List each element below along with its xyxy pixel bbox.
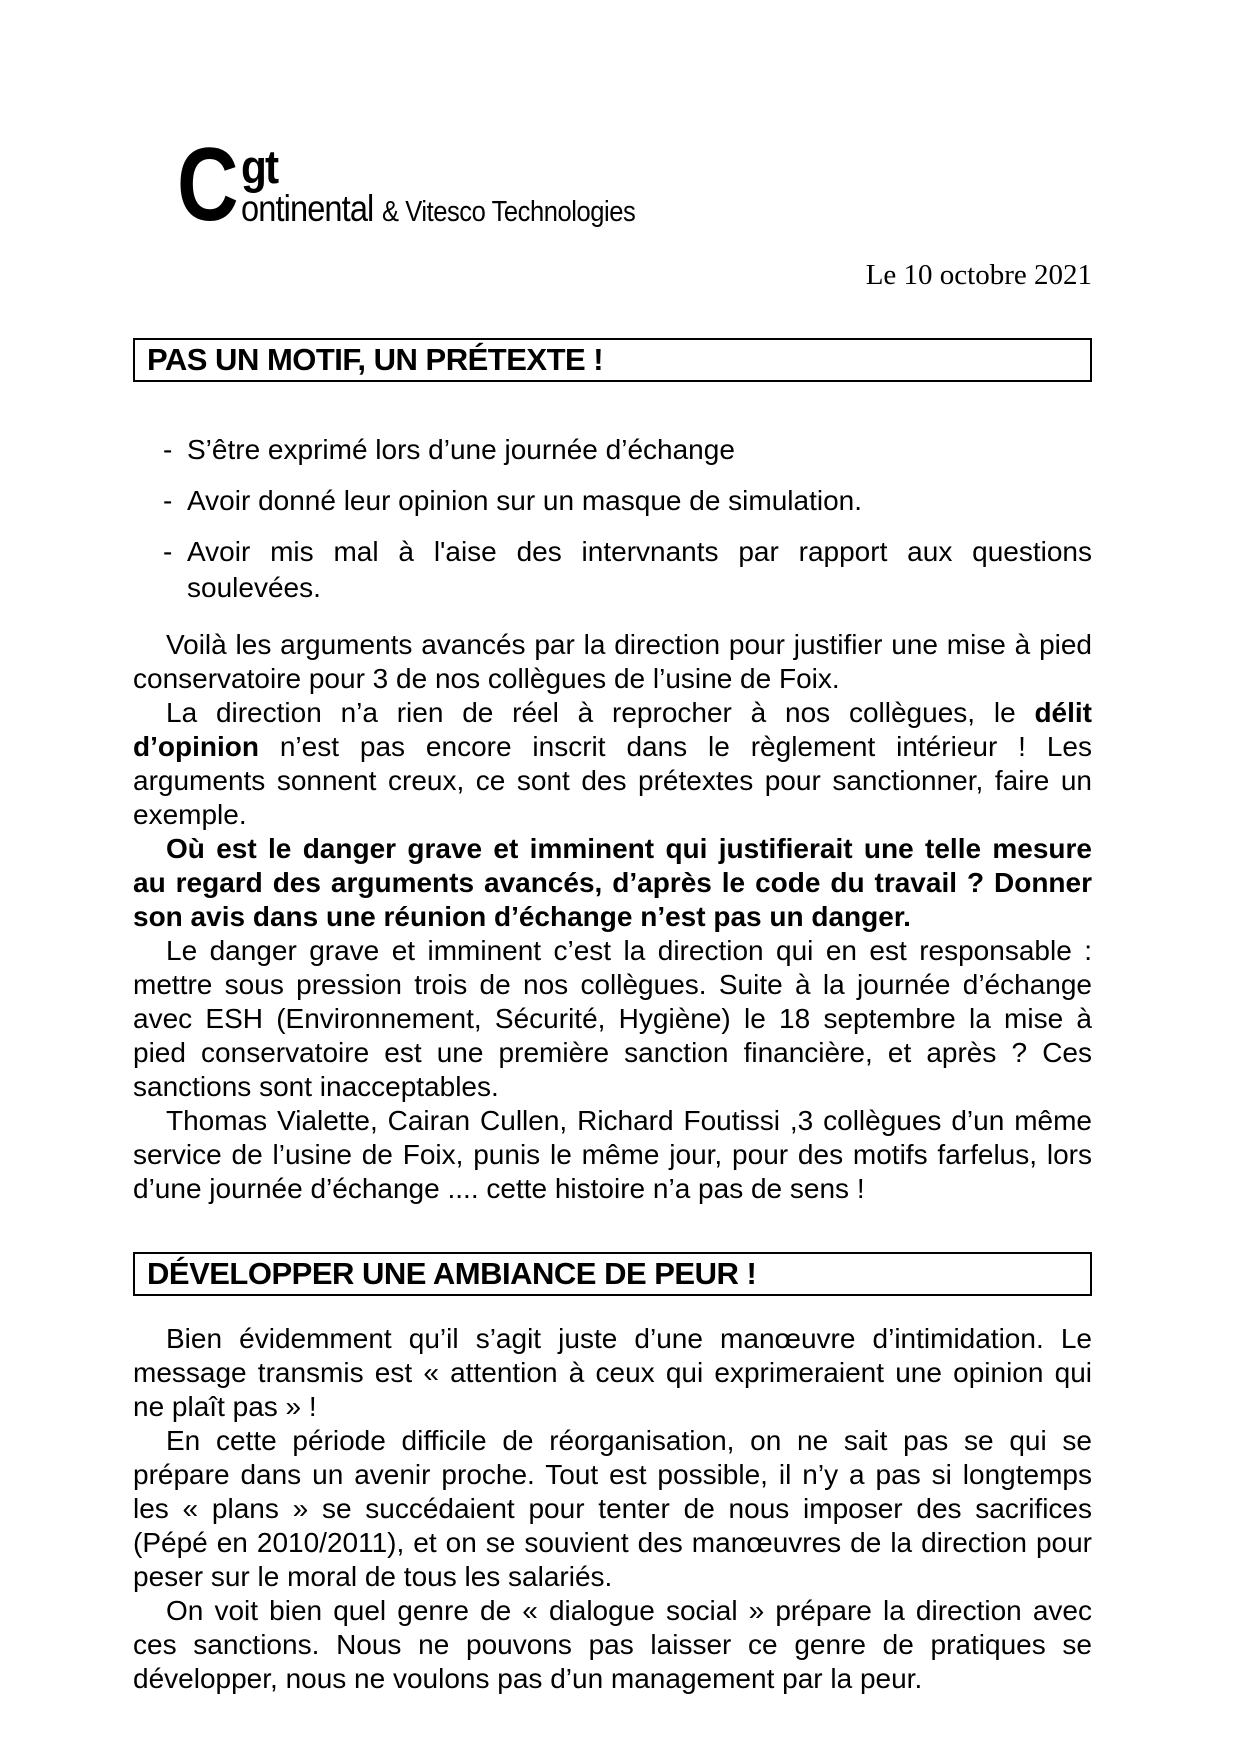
section-pas-un-motif <box>133 338 1092 1206</box>
bullet-list <box>133 432 1092 606</box>
bullet-text: Avoir donné leur opinion sur un masque de simulation. <box>187 484 863 516</box>
section-ambiance-de-peur <box>133 1252 1092 1696</box>
bullet-item <box>133 432 1092 468</box>
document-date: Le 10 octobre 2021 <box>865 259 1092 291</box>
logo-bottom-line <box>241 188 635 230</box>
bullet-text: Avoir mis mal à l'aise des intervnants par rapport aux questions soulevées. <box>187 535 1092 603</box>
bullet-dash: - <box>163 433 173 465</box>
section-1-paragraphs <box>133 628 1092 1206</box>
paragraph: Le danger grave et imminent c’est la direction qui en est responsable : mettre sous pression trois de nos collègues. Suite à la journée d’échange avec ESH (Environnement, Sécurité, Hygiène) le 18 septembre la mise à pied conservatoire est une première sanction financière, et après ? Ces sanctions sont inacceptables. <box>133 934 1092 1102</box>
logo-text-block <box>241 140 689 230</box>
section-title-ambiance-de-peur: DÉVELOPPER UNE AMBIANCE DE PEUR ! <box>133 1252 1092 1296</box>
paragraph: Où est le danger grave et imminent qui justifierait une telle mesure au regard des arguments avancés, d’après le code du travail ? Donner son avis dans une réunion d’échange n’est pas un danger. <box>133 832 1092 932</box>
bullet-item <box>133 534 1092 606</box>
logo-vitesco-label: & Vitesco Technologies <box>382 195 636 228</box>
bullet-dash: - <box>163 484 173 516</box>
paragraph: On voit bien quel genre de « dialogue social » prépare la direction avec ces sanctions. Nous ne pouvons pas laisser ce genre de pratiques se développer, nous ne voulons pas d’un management par la peur. <box>133 1594 1092 1694</box>
paragraph: Thomas Vialette, Cairan Cullen, Richard Foutissi ,3 collègues d’un même service de l’usine de Foix, punis le même jour, pour des motifs farfelus, lors d’une journée d’échange .... cette histoire n’a pas de sens ! <box>133 1104 1092 1204</box>
paragraph: La direction n’a rien de réel à reprocher à nos collègues, le délit d’opinion n’est pas encore inscrit dans le règlement intérieur ! Les arguments sonnent creux, ce sont des prétextes pour sanctionner, faire un exemple. <box>133 696 1092 830</box>
section-title-pas-un-motif: PAS UN MOTIF, UN PRÉTEXTE ! <box>133 338 1092 382</box>
cgt-continental-logo <box>177 127 1092 243</box>
logo-vitesco-text <box>377 196 635 228</box>
logo-big-c: C <box>177 127 235 243</box>
section-2-paragraphs <box>133 1322 1092 1696</box>
bullet-text: S’être exprimé lors d’une journée d’échange <box>187 433 735 465</box>
bullet-item <box>133 483 1092 519</box>
paragraph: Voilà les arguments avancés par la direction pour justifier une mise à pied conservatoire pour 3 de nos collègues de l’usine de Foix. <box>133 628 1092 694</box>
paragraph: Bien évidemment qu’il s’agit juste d’une manœuvre d’intimidation. Le message transmis est « attention à ceux qui exprimeraient une opinion qui ne plaît pas » ! <box>133 1322 1092 1422</box>
bullet-dash: - <box>163 535 173 567</box>
paragraph: En cette période difficile de réorganisation, on ne sait pas se qui se prépare dans un avenir proche. Tout est possible, il n’y a pas si longtemps les « plans » se succédaient pour tenter de nous imposer des sacrifices (Pépé en 2010/2011), et on se souvient des manœuvres de la direction pour peser sur le moral de tous les salariés. <box>133 1424 1092 1592</box>
logo-gt-text: gt <box>241 140 278 193</box>
logo-continental-text: ontinental <box>241 187 374 229</box>
